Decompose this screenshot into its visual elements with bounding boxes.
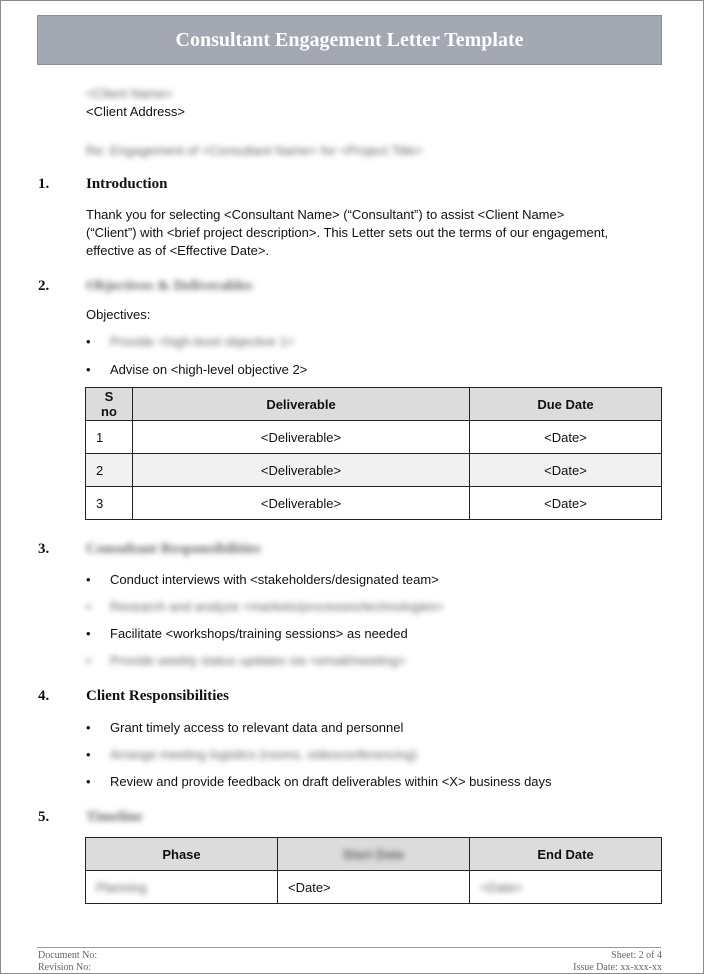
introduction-paragraph [86, 206, 666, 260]
table-row [86, 487, 662, 520]
list-item: • Review and provide feedback on draft deliverables within <X> business days [86, 774, 552, 789]
footer-revision-no: Revision No: [38, 962, 92, 973]
table-cell: <Date> [470, 421, 662, 454]
bullet-icon: • [86, 362, 91, 377]
bullet-icon: • [86, 653, 91, 668]
table-cell: <Date> [470, 454, 662, 487]
client-address: <Client Address> [86, 104, 186, 119]
footer-sheet: Sheet: 2 of 4 [611, 950, 662, 961]
section-title-client-responsibilities: Client Responsibilities [86, 688, 229, 704]
column-header: Phase [86, 838, 278, 871]
list-item: • Arrange meeting logistics (rooms, videoconferencing) [86, 747, 418, 762]
bullet-icon: • [86, 334, 91, 349]
list-item: • Provide <high-level objective 1> [86, 334, 295, 349]
column-header: End Date [470, 838, 662, 871]
section-title-timeline: Timeline [86, 809, 143, 825]
list-item: • Provide weekly status updates via <email/meeting> [86, 653, 406, 668]
table-header-row [86, 838, 662, 871]
table-cell: Planning [86, 871, 278, 904]
footer-divider [37, 947, 661, 948]
deliverables-table [85, 387, 662, 520]
paragraph-line: effective as of <Effective Date>. [86, 243, 270, 258]
list-item: • Advise on <high-level objective 2> [86, 362, 308, 377]
section-title-objectives: Objectives & Deliverables [86, 278, 253, 294]
table-row [86, 454, 662, 487]
section-number-2: 2. [38, 278, 50, 294]
section-number-4: 4. [38, 688, 50, 704]
bullet-icon: • [86, 599, 91, 614]
column-header: Due Date [470, 388, 662, 421]
document-title: Consultant Engagement Letter Template [175, 28, 524, 51]
section-title-consultant-responsibilities: Consultant Responsibilities [86, 541, 261, 557]
list-item: • Facilitate <workshops/training sessions> as needed [86, 626, 408, 641]
bullet-icon: • [86, 720, 91, 735]
list-item: • Conduct interviews with <stakeholders/designated team> [86, 572, 439, 587]
bullet-icon: • [86, 747, 91, 762]
list-item: • Grant timely access to relevant data and personnel [86, 720, 404, 735]
objectives-label: Objectives: [86, 307, 151, 322]
title-banner [37, 15, 662, 65]
table-row [86, 871, 662, 904]
table-cell: 3 [86, 487, 133, 520]
subject-line: Re: Engagement of <Consultant Name> for <Project Title> [86, 143, 423, 158]
table-cell: <Date> [470, 487, 662, 520]
paragraph-line: (“Client”) with <brief project description>. This Letter sets out the terms of our engagement, [86, 225, 609, 240]
timeline-table [85, 837, 662, 904]
bullet-icon: • [86, 626, 91, 641]
footer-document-no: Document No: [38, 950, 98, 961]
list-item: • Research and analyze <markets/processes/technologies> [86, 599, 444, 614]
table-cell: <Deliverable> [133, 421, 470, 454]
table-header-row [86, 388, 662, 421]
client-name: <Client Name> [86, 86, 173, 101]
table-row [86, 421, 662, 454]
table-cell: 1 [86, 421, 133, 454]
section-number-5: 5. [38, 809, 50, 825]
table-cell: <Deliverable> [133, 454, 470, 487]
footer-issue-date: Issue Date: xx-xxx-xx [573, 962, 662, 973]
section-number-3: 3. [38, 541, 50, 557]
column-header: S no [86, 388, 133, 421]
table-cell: <Date> [278, 871, 470, 904]
bullet-icon: • [86, 774, 91, 789]
column-header: Deliverable [133, 388, 470, 421]
table-cell: <Date> [470, 871, 662, 904]
section-number-1: 1. [38, 176, 50, 192]
table-cell: <Deliverable> [133, 487, 470, 520]
column-header: Start Date [278, 838, 470, 871]
paragraph-line: Thank you for selecting <Consultant Name> (“Consultant”) to assist <Client Name> [86, 207, 565, 222]
table-cell: 2 [86, 454, 133, 487]
section-title-introduction: Introduction [86, 176, 168, 192]
bullet-icon: • [86, 572, 91, 587]
